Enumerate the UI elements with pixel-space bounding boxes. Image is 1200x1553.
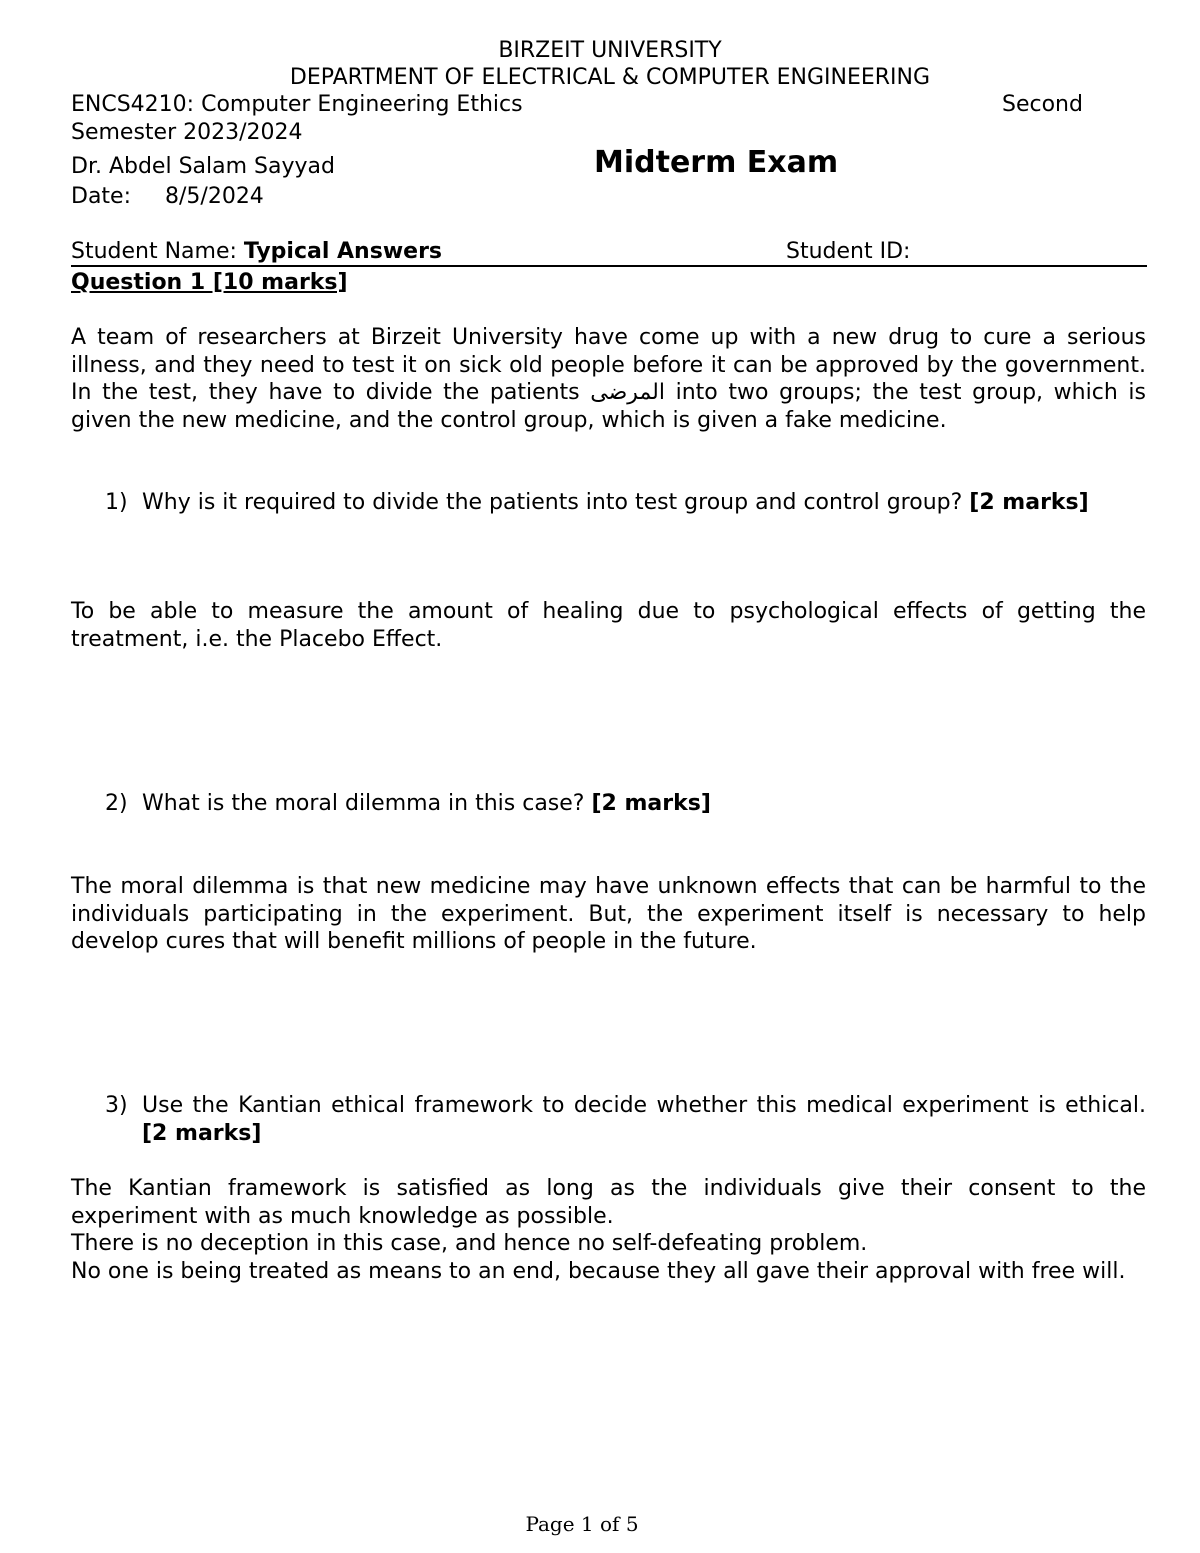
semester-part1: Second: [1002, 92, 1083, 117]
question-item-1: [105, 489, 1146, 517]
question-item-3: [105, 1092, 1146, 1147]
date-label: Date:: [71, 184, 131, 209]
course-title: ENCS4210: Computer Engineering Ethics: [71, 92, 523, 117]
answer-3-line-3: No one is being treated as means to an end, because they all gave their approval with free will.: [71, 1258, 1126, 1284]
student-name-line: [71, 238, 442, 265]
intro-text-part2: into two groups; the test group, which is given the new medicine, and the control group, which is given a fake medicine.: [71, 380, 1146, 433]
header-divider: [71, 265, 1147, 267]
item-question: Use the Kantian ethical framework to decide whether this medical experiment is ethical.: [142, 1093, 1146, 1118]
student-name-value: Typical Answers: [243, 239, 443, 264]
department-name: DEPARTMENT OF ELECTRICAL & COMPUTER ENGINEERING: [289, 65, 931, 90]
answer-1: [71, 598, 1146, 653]
item-number: 1): [105, 490, 128, 515]
item-number: 3): [105, 1093, 128, 1118]
date-value: 8/5/2024: [165, 184, 264, 209]
student-id-label: Student ID:: [786, 239, 911, 264]
answer-2: [71, 873, 1146, 956]
answer-3: [71, 1175, 1146, 1285]
answer-2-text: The moral dilemma is that new medicine may have unknown effects that can be harmful to the individuals participating in the experiment. But, the experiment itself is necessary to help develop cures that will benefit millions of people in the future.: [71, 874, 1146, 954]
page-number: Page 1 of 5: [525, 1512, 639, 1536]
answer-1-text: To be able to measure the amount of healing due to psychological effects of getting the treatment, i.e. the Placebo Effect.: [71, 599, 1146, 652]
exam-title: Midterm Exam: [594, 145, 839, 180]
instructor-name: Dr. Abdel Salam Sayyad: [71, 154, 335, 179]
item-question: Why is it required to divide the patients into test group and control group?: [142, 490, 963, 515]
answer-3-line-2: There is no deception in this case, and hence no self-defeating problem.: [71, 1231, 868, 1256]
question-item-2: [105, 790, 1146, 818]
item-marks: [2 marks]: [969, 490, 1089, 515]
intro-text-part1: A team of researchers at Birzeit University have come up with a new drug to cure a serious illness, and they need to test it on sick old people before it can be approved by the government. In the test, they have to divide the patients: [71, 325, 1146, 405]
item-number: 2): [105, 791, 128, 816]
semester-part2: Semester 2023/2024: [71, 120, 303, 145]
intro-arabic-word: المرضى: [590, 380, 665, 405]
item-question: What is the moral dilemma in this case?: [142, 791, 585, 816]
date-line: [71, 183, 264, 210]
university-name: BIRZEIT UNIVERSITY: [498, 38, 722, 63]
item-marks: [2 marks]: [591, 791, 711, 816]
item-marks: [2 marks]: [142, 1120, 262, 1146]
question-1-title: Question 1 [10 marks]: [71, 270, 348, 295]
student-name-label: Student Name:: [71, 239, 237, 264]
answer-3-line-1: The Kantian framework is satisfied as long as the individuals give their consent to the experiment with as much knowledge as possible.: [71, 1176, 1146, 1229]
question-1-intro: [71, 324, 1146, 434]
